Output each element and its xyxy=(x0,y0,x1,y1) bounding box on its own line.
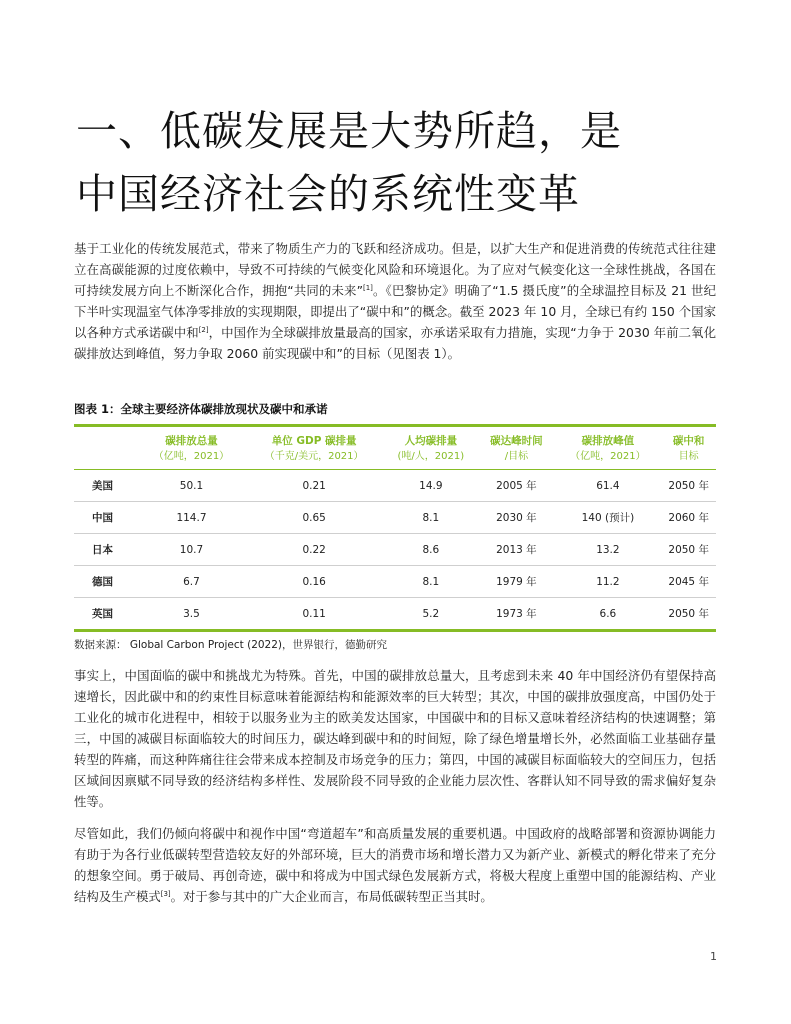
title-line-2: 中国经济社会的系统性变革 xyxy=(76,170,580,218)
table-row xyxy=(74,470,716,502)
figure-title: 图表 1：全球主要经济体碳排放现状及碳中和承诺 xyxy=(74,402,328,416)
cell-country: 英国 xyxy=(74,598,138,630)
cell-gdp: 0.11 xyxy=(245,598,383,630)
cell-neutrality: 2050 年 xyxy=(661,470,716,502)
cell-peak-value: 6.6 xyxy=(554,598,661,630)
cell-total: 114.7 xyxy=(138,502,245,534)
intro-text-a: 基于工业化的传统发展范式，带来了物质生产力的飞跃和经济成功。但是，以扩大生产和促进消费的传统范式往往建立在高碳能源的过度依赖中，导致不可持续的气候变化风险和环境退化。为了应对气候变化这一全球性挑战，各国在可持续发展方向上不断深化合作，拥抱“共同的未来” xyxy=(74,241,716,298)
opportunity-text-a: 尽管如此，我们仍倾向将碳中和视作中国“弯道超车”和高质量发展的重要机遇。中国政府的战略部署和资源协调能力有助于为各行业低碳转型营造较友好的外部环境，巨大的消费市场和增长潜力又为新产业、新模式的孵化带来了充分的想象空间。勇于破局、再创奇迹，碳中和将成为中国式绿色发展新方式，将极大程度上重塑中国的能源结构、产业结构及生产模式 xyxy=(74,826,716,904)
cell-total: 10.7 xyxy=(138,534,245,566)
header-peak-year: 碳达峰时间 /目标 xyxy=(490,435,543,462)
header-neutrality-target: 碳中和 目标 xyxy=(672,435,705,462)
cell-country: 美国 xyxy=(74,470,138,502)
data-source-note: 数据来源： Global Carbon Project (2022)，世界银行，德勤研究 xyxy=(74,639,388,651)
cell-gdp: 0.65 xyxy=(245,502,383,534)
cell-peak-year: 2005 年 xyxy=(478,470,554,502)
cell-peak-year: 2013 年 xyxy=(478,534,554,566)
reference-2[interactable]: [2] xyxy=(198,325,209,334)
intro-text-b: 。《巴黎协定》明确了“1.5 摄氏度”的全球温控目标及 21 世纪下半叶实现温室气体净零排放的实现期限，即提出了“碳中和”的概念。截至 2023 年 10 月，全球已有约 150 个国家以各种方式承诺碳中和 xyxy=(74,283,716,340)
cell-peak-value: 13.2 xyxy=(554,534,661,566)
table-row xyxy=(74,566,716,598)
intro-text-c: ，中国作为全球碳排放量最高的国家，亦承诺采取有力措施，实现“力争于 2030 年前二氧化碳排放达到峰值，努力争取 2060 前实现碳中和”的目标（见图表 1）。 xyxy=(74,325,716,361)
header-total-emissions: 碳排放总量 （亿吨，2021） xyxy=(153,435,230,462)
cell-peak-year: 2030 年 xyxy=(478,502,554,534)
cell-total: 3.5 xyxy=(138,598,245,630)
intro-paragraph xyxy=(74,238,716,364)
cell-peak-year: 1973 年 xyxy=(478,598,554,630)
cell-gdp: 0.16 xyxy=(245,566,383,598)
cell-country: 中国 xyxy=(74,502,138,534)
emissions-table xyxy=(74,427,716,629)
cell-neutrality: 2045 年 xyxy=(661,566,716,598)
cell-gdp: 0.21 xyxy=(245,470,383,502)
cell-total: 6.7 xyxy=(138,566,245,598)
opportunity-text-b: 。对于参与其中的广大企业而言，布局低碳转型正当其时。 xyxy=(170,889,493,904)
table-row xyxy=(74,598,716,630)
cell-gdp: 0.22 xyxy=(245,534,383,566)
cell-peak-value: 140 (预计) xyxy=(554,502,661,534)
cell-per-capita: 5.2 xyxy=(383,598,478,630)
cell-total: 50.1 xyxy=(138,470,245,502)
reference-3[interactable]: [3] xyxy=(160,889,171,898)
header-country xyxy=(74,427,138,470)
table-row xyxy=(74,502,716,534)
cell-peak-year: 1979 年 xyxy=(478,566,554,598)
header-gdp-intensity: 单位 GDP 碳排量 （千克/美元，2021） xyxy=(264,435,364,462)
table-bottom-rule xyxy=(74,629,716,632)
page-number: 1 xyxy=(710,950,717,963)
cell-neutrality: 2060 年 xyxy=(661,502,716,534)
cell-peak-value: 61.4 xyxy=(554,470,661,502)
cell-per-capita: 8.6 xyxy=(383,534,478,566)
cell-per-capita: 8.1 xyxy=(383,502,478,534)
opportunity-paragraph xyxy=(74,823,716,907)
header-peak-value: 碳排放峰值 （亿吨，2021） xyxy=(570,435,646,462)
emissions-table-container xyxy=(74,424,716,632)
cell-neutrality: 2050 年 xyxy=(661,534,716,566)
title-line-1: 一、低碳发展是大势所趋，是 xyxy=(76,107,622,155)
cell-country: 德国 xyxy=(74,566,138,598)
page-title xyxy=(76,100,716,226)
table-header-row xyxy=(74,427,716,470)
cell-country: 日本 xyxy=(74,534,138,566)
challenge-paragraph: 事实上，中国面临的碳中和挑战尤为特殊。首先，中国的碳排放总量大，且考虑到未来 40 年中国经济仍有望保持高速增长，因此碳中和的约束性目标意味着能源结构和能源效率的巨大转型；其次，中国的碳排放强度高，中国仍处于工业化的城市化进程中，相较于以服务业为主的欧美发达国家，中国碳中和的目标又意味着经济结构的快速调整；第三，中国的减碳目标面临较大的时间压力，碳达峰到碳中和的时间短，除了绿色增量增长外，必然面临工业基础存量转型的阵痛，而这种阵痛往往会带来成本控制及市场竞争的压力；第四，中国的减碳目标面临较大的空间压力，包括区域间因禀赋不同导致的经济结构多样性、发展阶段不同导致的企业能力层次性、客群认知不同导致的需求偏好复杂性等。 xyxy=(74,668,716,809)
cell-per-capita: 14.9 xyxy=(383,470,478,502)
header-per-capita: 人均碳排量 (吨/人，2021) xyxy=(397,435,465,462)
reference-1[interactable]: [1] xyxy=(362,283,373,292)
cell-neutrality: 2050 年 xyxy=(661,598,716,630)
cell-peak-value: 11.2 xyxy=(554,566,661,598)
cell-per-capita: 8.1 xyxy=(383,566,478,598)
table-row xyxy=(74,534,716,566)
